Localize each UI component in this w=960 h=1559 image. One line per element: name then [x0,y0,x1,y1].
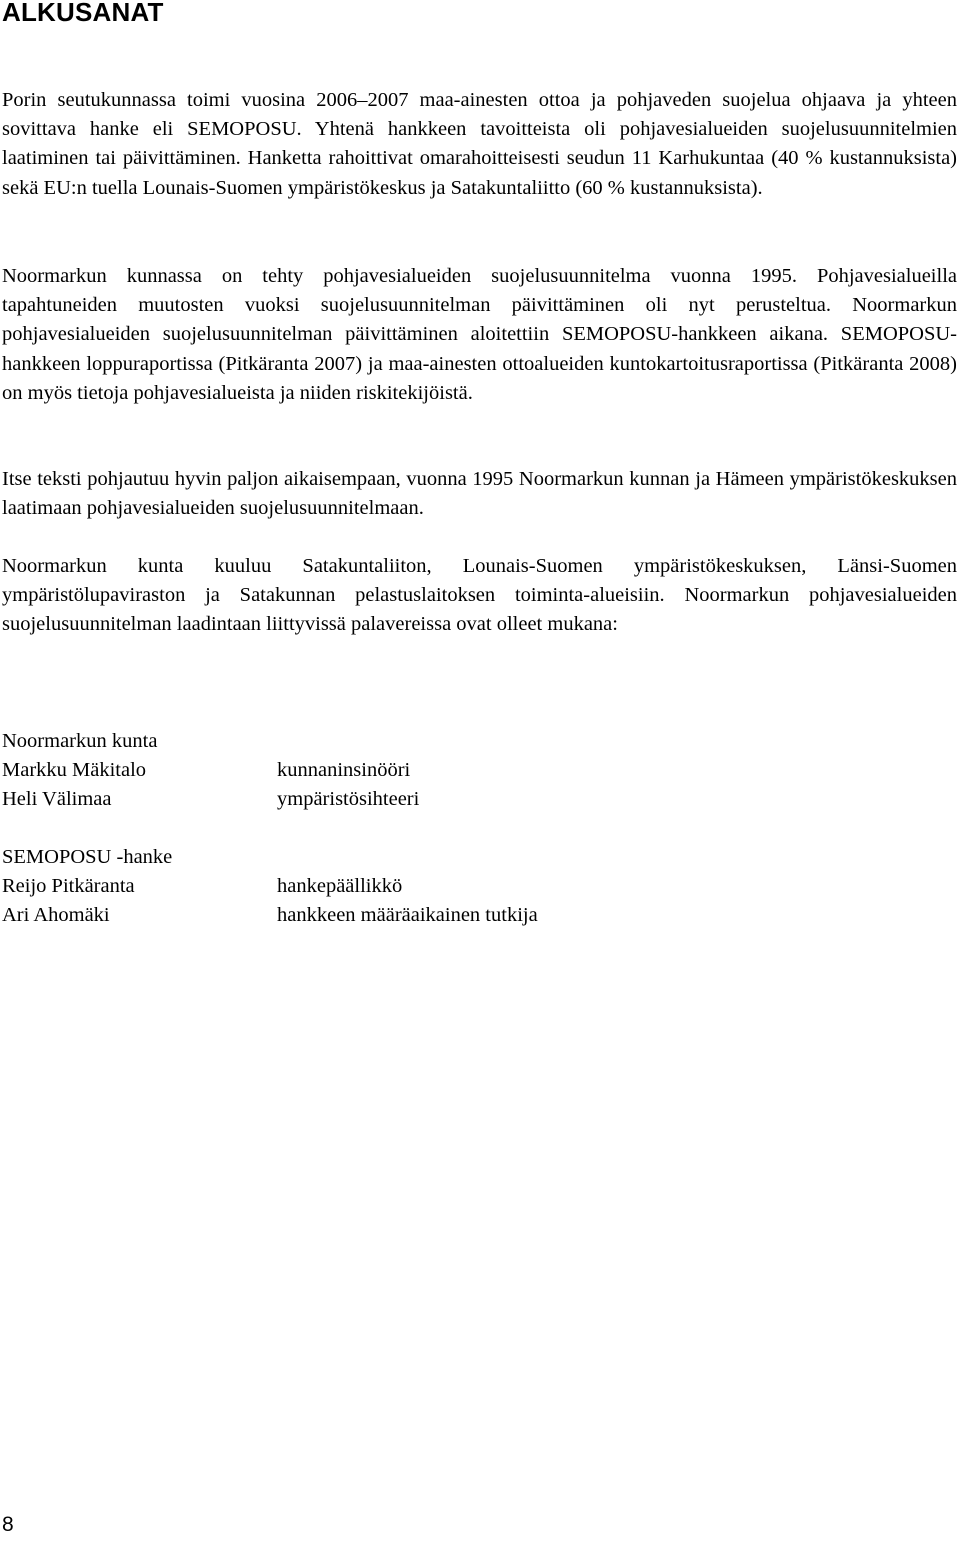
paragraph-project-background: Porin seutukunnassa toimi vuosina 2006–2007 maa-ainesten ottoa ja pohjaveden suojelua ohjaava ja yhteen sovittava hanke eli SEMOPOSU. Yhtenä hankkeen tavoitteista oli pohjavesialueiden suojelusuunnitelmien laatiminen tai päivittäminen. Hanketta rahoittivat omarahoitteisesti seudun 11 Karhukuntaa (40 % kustannuksista) sekä EU:n tuella Lounais-Suomen ympäristökeskus ja Satakuntaliitto (60 % kustannuksista). [2,89,957,199]
participant-role: hankepäällikkö [277,875,403,897]
page-number: 8 [2,1513,14,1536]
participant-role: ympäristösihteeri [277,788,420,810]
organization-row [2,843,902,872]
participant-group-municipality [2,727,902,814]
participant-row [2,872,902,901]
paragraph-noormarkku-plan: Noormarkun kunnassa on tehty pohjavesialueiden suojelusuunnitelma vuonna 1995. Pohjavesialueilla tapahtuneiden muutosten vuoksi suojelusuunnitelman päivittäminen oli nyt perusteltua. Noormarkun pohjavesialueiden suojelusuunnitelman päivittäminen aloitettiin SEMOPOSU-hankkeen aikana. SEMOPOSU-hankkeen loppuraportissa (Pitkäranta 2007) ja maa-ainesten ottoalueiden kuntokartoitusraportissa (Pitkäranta 2008) on myös tietoja pohjavesialueista ja niiden riskitekijöistä. [2,265,957,404]
participant-row [2,901,902,930]
participant-name: Heli Välimaa [2,788,112,810]
page-title: ALKUSANAT [2,0,164,27]
organization-row [2,727,902,756]
participants-list [2,727,902,959]
participant-name: Markku Mäkitalo [2,759,147,781]
organization-name: SEMOPOSU -hanke [2,846,173,868]
paragraph-authorities: Noormarkun kunta kuuluu Satakuntaliiton, Lounais-Suomen ympäristökeskuksen, Länsi-Suomen ympäristölupaviraston ja Satakunnan pelastuslaitoksen toiminta-alueisiin. Noormarkun pohjavesialueiden suojelusuunnitelman laadintaan liittyvissä palavereissa ovat olleet mukana: [2,555,957,636]
participant-name: Ari Ahomäki [2,904,110,926]
participant-group-project [2,843,902,930]
participant-role: hankkeen määräaikainen tutkija [277,904,538,926]
participant-role: kunnaninsinööri [277,759,411,781]
participant-name: Reijo Pitkäranta [2,875,135,897]
participant-row [2,785,902,814]
participant-row [2,756,902,785]
paragraph-text-basis: Itse teksti pohjautuu hyvin paljon aikaisempaan, vuonna 1995 Noormarkun kunnan ja Hämeen ympäristökeskuksen laatimaan pohjavesialueiden suojelusuunnitelmaan. [2,468,957,520]
organization-name: Noormarkun kunta [2,730,158,752]
